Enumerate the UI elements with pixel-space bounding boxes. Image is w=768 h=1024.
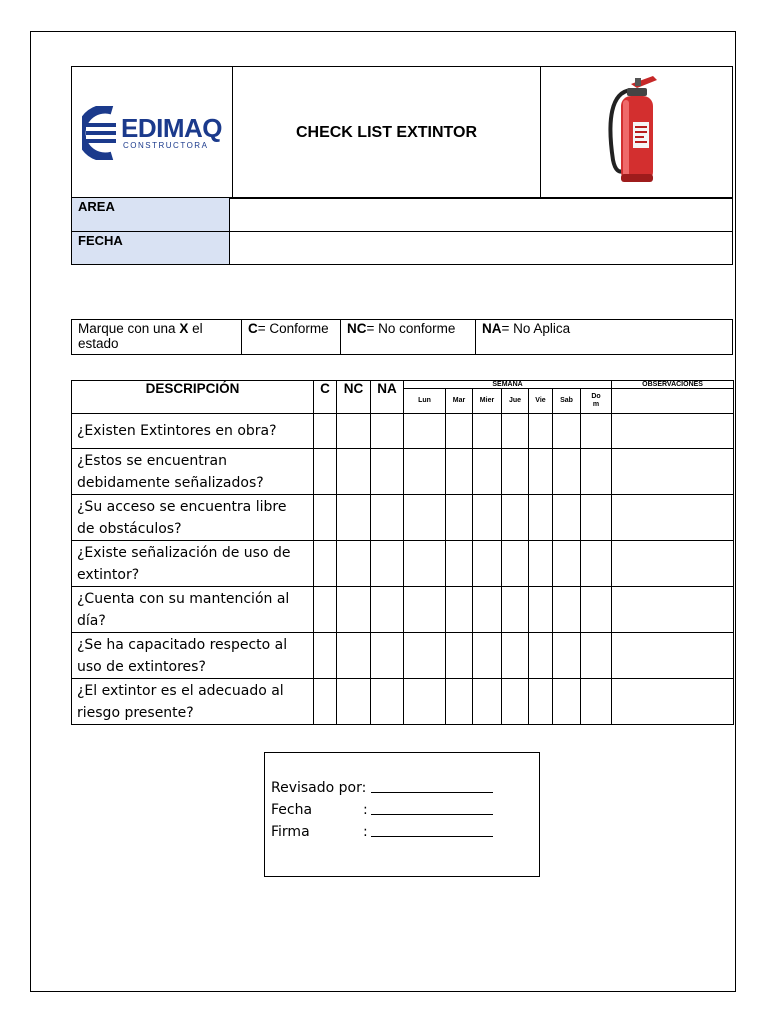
checklist-row [72, 633, 734, 679]
mar-cell[interactable] [446, 495, 473, 541]
dom-cell[interactable] [581, 449, 612, 495]
observaciones-cell[interactable] [612, 449, 734, 495]
question-text: ¿Su acceso se encuentra libre de obstáculos? [72, 495, 314, 541]
checklist-row [72, 414, 734, 449]
lun-cell[interactable] [404, 449, 446, 495]
vie-cell[interactable] [529, 495, 553, 541]
mier-cell[interactable] [473, 414, 502, 449]
signature-box [264, 752, 540, 877]
nc-cell[interactable] [337, 414, 371, 449]
header-descripcion: DESCRIPCIÓN [72, 381, 314, 414]
legend-nc-key: NC [347, 321, 367, 336]
header-semana: SEMANA [404, 381, 612, 389]
mier-cell[interactable] [473, 541, 502, 587]
checklist-table [71, 380, 734, 725]
na-cell[interactable] [371, 449, 404, 495]
area-label: AREA [72, 198, 230, 232]
na-cell[interactable] [371, 587, 404, 633]
question-text: ¿Existen Extintores en obra? [72, 414, 314, 449]
header-nc: NC [337, 381, 371, 414]
day-header: Do m [581, 389, 612, 414]
edimaq-logo [72, 106, 232, 160]
header-observaciones: OBSERVACIONES [612, 381, 734, 389]
dom-cell[interactable] [581, 587, 612, 633]
na-cell[interactable] [371, 414, 404, 449]
day-header: Lun [404, 389, 446, 414]
area-field[interactable] [230, 198, 733, 232]
firma-separator: : [363, 824, 368, 840]
jue-cell[interactable] [502, 633, 529, 679]
logo-name: EDIMAQ [121, 113, 222, 143]
mier-cell[interactable] [473, 587, 502, 633]
sab-cell[interactable] [553, 414, 581, 449]
sab-cell[interactable] [553, 587, 581, 633]
fire-extinguisher-icon [597, 70, 677, 190]
vie-cell[interactable] [529, 541, 553, 587]
lun-cell[interactable] [404, 679, 446, 725]
sab-cell[interactable] [553, 541, 581, 587]
logo-cell [72, 67, 233, 199]
signature-firma-label: Firma [271, 824, 310, 840]
c-cell[interactable] [314, 633, 337, 679]
fecha-field[interactable] [230, 232, 733, 265]
dom-cell[interactable] [581, 633, 612, 679]
checklist-row [72, 679, 734, 725]
legend-na-value: = No Aplica [501, 321, 571, 336]
nc-cell[interactable] [337, 495, 371, 541]
dom-cell[interactable] [581, 495, 612, 541]
mier-cell[interactable] [473, 679, 502, 725]
observaciones-cell[interactable] [612, 587, 734, 633]
observaciones-cell[interactable] [612, 414, 734, 449]
legend-c-key: C [248, 321, 258, 336]
lun-cell[interactable] [404, 414, 446, 449]
c-cell[interactable] [314, 587, 337, 633]
mar-cell[interactable] [446, 541, 473, 587]
legend-no-conforme [341, 320, 476, 355]
day-header: Vie [529, 389, 553, 414]
nc-cell[interactable] [337, 541, 371, 587]
day-header: Mier [473, 389, 502, 414]
checklist-row [72, 587, 734, 633]
header-c: C [314, 381, 337, 414]
nc-cell[interactable] [337, 587, 371, 633]
c-cell[interactable] [314, 414, 337, 449]
fecha-line[interactable] [371, 799, 493, 815]
sab-cell[interactable] [553, 633, 581, 679]
legend-intro-mark: X [179, 321, 189, 336]
vie-cell[interactable] [529, 414, 553, 449]
legend-nc-value: = No conforme [366, 321, 456, 336]
info-table [71, 197, 733, 265]
nc-cell[interactable] [337, 633, 371, 679]
dom-cell[interactable] [581, 541, 612, 587]
sab-cell[interactable] [553, 495, 581, 541]
signature-fecha-label: Fecha [271, 802, 313, 818]
sab-cell[interactable] [553, 679, 581, 725]
revisado-line[interactable] [371, 777, 493, 793]
mar-cell[interactable] [446, 679, 473, 725]
legend-intro [72, 320, 242, 355]
question-text: ¿El extintor es el adecuado al riesgo presente? [72, 679, 314, 725]
observaciones-cell[interactable] [612, 679, 734, 725]
c-cell[interactable] [314, 449, 337, 495]
edimaq-logo-mark-icon [82, 106, 118, 160]
jue-cell[interactable] [502, 679, 529, 725]
mier-cell[interactable] [473, 495, 502, 541]
logo-subtitle: CONSTRUCTORA [123, 141, 209, 150]
legend-table [71, 319, 733, 355]
jue-cell[interactable] [502, 449, 529, 495]
mier-cell[interactable] [473, 633, 502, 679]
checklist-row [72, 449, 734, 495]
na-cell[interactable] [371, 679, 404, 725]
extinguisher-cell [541, 67, 733, 199]
question-text: ¿Existe señalización de uso de extintor? [72, 541, 314, 587]
firma-row [271, 821, 533, 843]
c-cell[interactable] [314, 541, 337, 587]
document-title: CHECK LIST EXTINTOR [233, 67, 541, 199]
day-header: Sab [553, 389, 581, 414]
lun-cell[interactable] [404, 541, 446, 587]
revisado-row [271, 777, 533, 799]
na-cell[interactable] [371, 541, 404, 587]
jue-cell[interactable] [502, 541, 529, 587]
jue-cell[interactable] [502, 414, 529, 449]
legend-intro-prefix: Marque con una [78, 321, 180, 336]
vie-cell[interactable] [529, 587, 553, 633]
legend-conforme [242, 320, 341, 355]
mar-cell[interactable] [446, 449, 473, 495]
mar-cell[interactable] [446, 587, 473, 633]
mier-cell[interactable] [473, 449, 502, 495]
jue-cell[interactable] [502, 587, 529, 633]
jue-cell[interactable] [502, 495, 529, 541]
question-text: ¿Estos se encuentran debidamente señalizados? [72, 449, 314, 495]
vie-cell[interactable] [529, 679, 553, 725]
lun-cell[interactable] [404, 633, 446, 679]
fecha-separator: : [363, 802, 368, 818]
lun-cell[interactable] [404, 495, 446, 541]
legend-no-aplica [476, 320, 733, 355]
observaciones-cell[interactable] [612, 541, 734, 587]
observaciones-header-blank [612, 389, 734, 414]
fecha-row [271, 799, 533, 821]
day-header: Jue [502, 389, 529, 414]
observaciones-cell[interactable] [612, 495, 734, 541]
na-cell[interactable] [371, 495, 404, 541]
header-table [71, 66, 733, 199]
question-text: ¿Cuenta con su mantención al día? [72, 587, 314, 633]
header-na: NA [371, 381, 404, 414]
mar-cell[interactable] [446, 414, 473, 449]
legend-intro-suffix: el estado [78, 321, 203, 351]
checklist-row [72, 541, 734, 587]
revisado-label: Revisado por: [271, 780, 367, 796]
dom-cell[interactable] [581, 414, 612, 449]
firma-line[interactable] [371, 821, 493, 837]
c-cell[interactable] [314, 495, 337, 541]
checklist-row [72, 495, 734, 541]
dom-cell[interactable] [581, 679, 612, 725]
legend-c-value: = Conforme [257, 321, 329, 336]
question-text: ¿Se ha capacitado respecto al uso de extintores? [72, 633, 314, 679]
vie-cell[interactable] [529, 633, 553, 679]
nc-cell[interactable] [337, 679, 371, 725]
c-cell[interactable] [314, 679, 337, 725]
legend-na-key: NA [482, 321, 502, 336]
vie-cell[interactable] [529, 449, 553, 495]
na-cell[interactable] [371, 633, 404, 679]
fecha-label: FECHA [72, 232, 230, 265]
mar-cell[interactable] [446, 633, 473, 679]
day-header: Mar [446, 389, 473, 414]
sab-cell[interactable] [553, 449, 581, 495]
observaciones-cell[interactable] [612, 633, 734, 679]
lun-cell[interactable] [404, 587, 446, 633]
nc-cell[interactable] [337, 449, 371, 495]
